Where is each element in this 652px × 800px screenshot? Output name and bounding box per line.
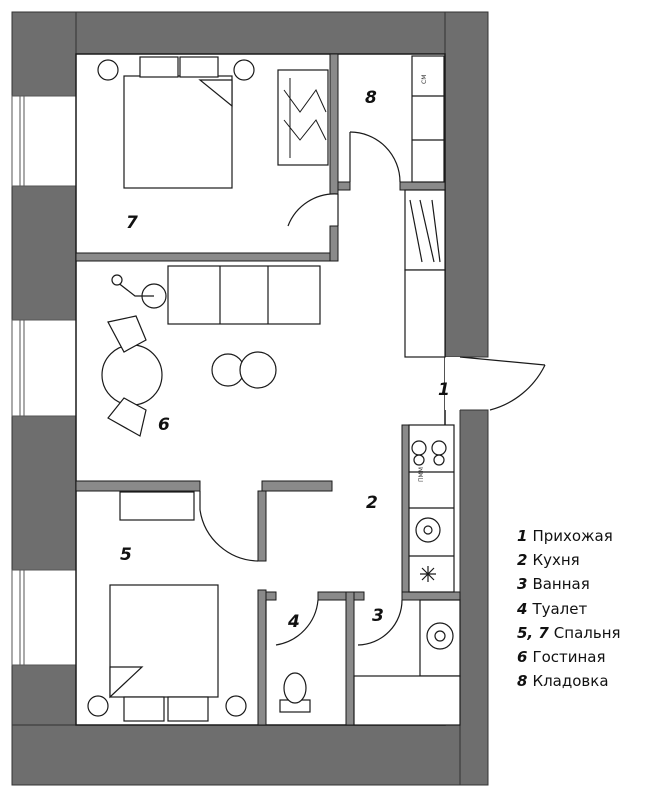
stove-label: ПММ <box>418 467 425 482</box>
room-number-7: 7 <box>126 213 138 233</box>
legend-label: Прихожая <box>532 527 613 545</box>
legend-item <box>517 669 621 693</box>
legend-item <box>517 645 621 669</box>
legend <box>517 524 621 693</box>
legend-item <box>517 572 621 596</box>
legend-num: 6 <box>517 648 528 667</box>
legend-label: Туалет <box>532 599 588 618</box>
room-number-1: 1 <box>438 380 450 400</box>
legend-label: Гостиная <box>532 648 606 667</box>
room-number-6: 6 <box>158 415 170 435</box>
legend-label: Кладовка <box>532 672 609 691</box>
room-number-4: 4 <box>288 612 300 632</box>
closet-8 <box>412 56 444 182</box>
legend-num: 5, 7 <box>517 623 549 642</box>
hall-wardrobe <box>405 190 445 357</box>
room-number-8: 8 <box>365 88 377 108</box>
fridge-label: СМ <box>421 74 428 84</box>
legend-item <box>517 524 621 548</box>
legend-num: 1 <box>517 527 528 545</box>
legend-label: Кухня <box>532 551 580 570</box>
windows <box>12 96 76 665</box>
legend-num: 2 <box>517 551 528 570</box>
legend-item <box>517 548 621 572</box>
room-number-5: 5 <box>120 545 132 565</box>
kitchen-appliances <box>409 425 454 592</box>
legend-label: Ванная <box>532 575 590 594</box>
legend-num: 3 <box>517 575 528 594</box>
legend-item <box>517 597 621 621</box>
room-number-2: 2 <box>366 493 378 513</box>
legend-item <box>517 621 621 645</box>
legend-label: Спальня <box>553 623 621 642</box>
legend-num: 4 <box>517 599 528 618</box>
legend-num: 8 <box>517 672 528 691</box>
room-number-3: 3 <box>372 606 384 626</box>
